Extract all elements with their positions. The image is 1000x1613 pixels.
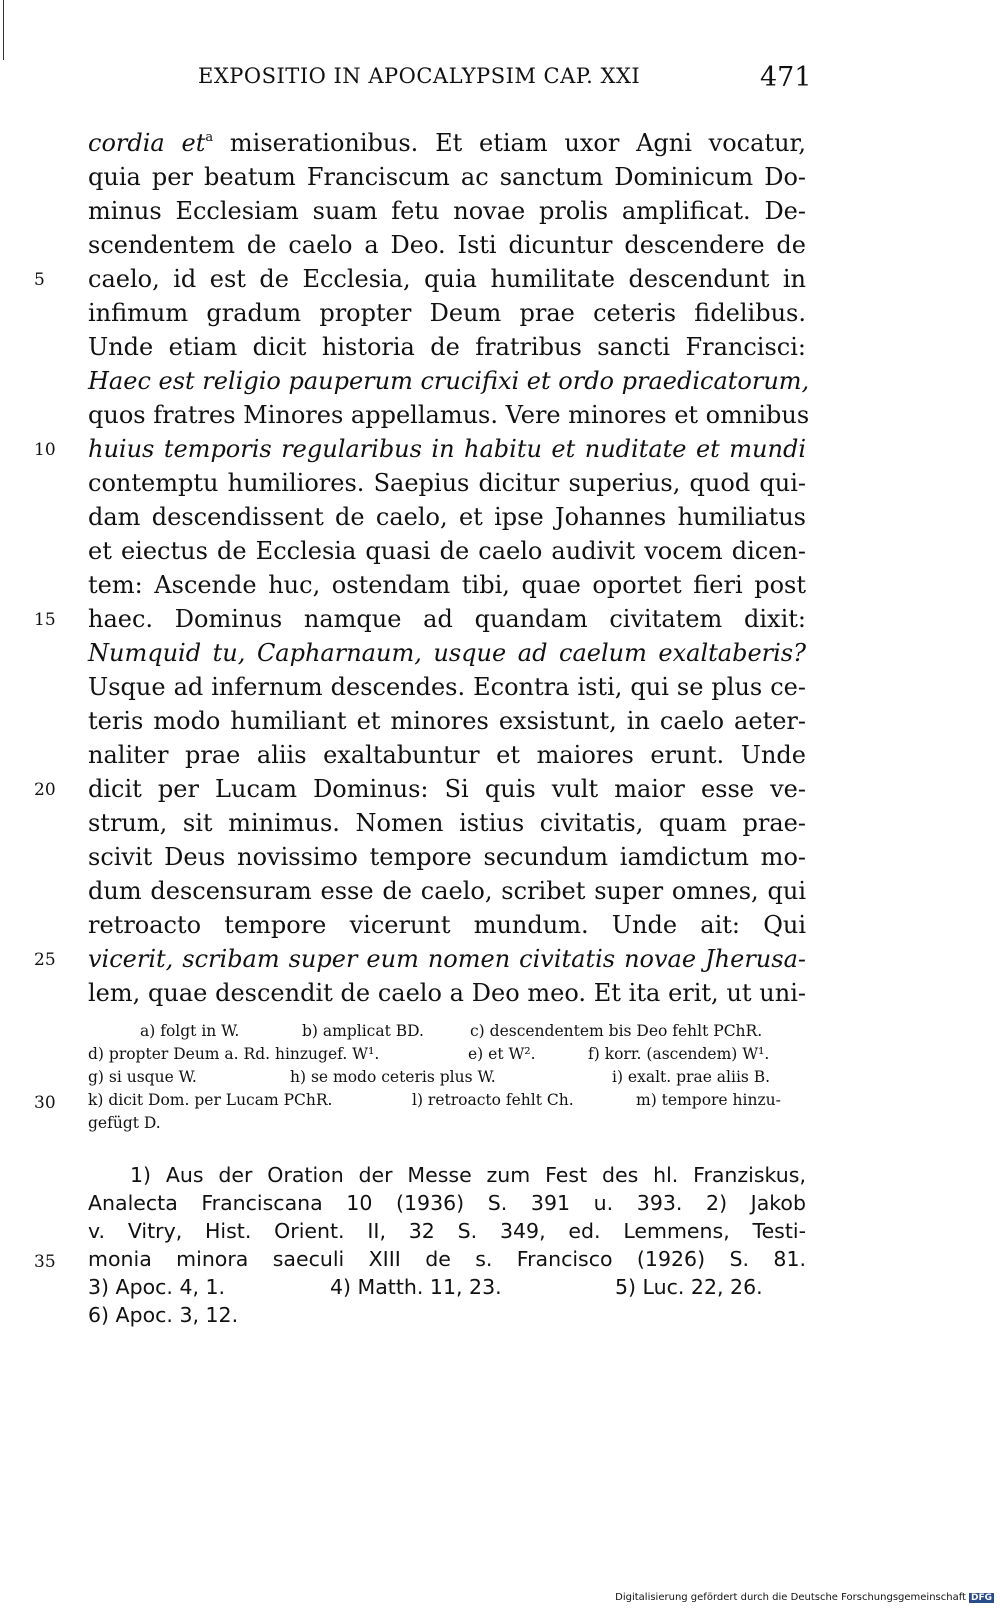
text-line: cordia $et^a$ miserationibus. Et etiam uxor Agni vocatur,: [88, 129, 807, 157]
apparatus-note: m) tempore hinzu-: [636, 1091, 781, 1109]
apparatus-note: c) descendentem bis Deo fehlt PChR.: [470, 1022, 763, 1040]
text-line: quos fratres Minores appellamus. Vere minores et omnibus: [88, 401, 810, 429]
text-line: strum, sit minimus. Nomen istius civitatis, quam prae-: [88, 809, 806, 837]
text-line: Usque ad infernum descendes. Econtra isti, qui se plus ce-: [88, 673, 806, 701]
text-line: contemptu humiliores. Saepius dicitur superius, quod qui-: [88, 469, 806, 497]
line-number: 35: [34, 1252, 56, 1272]
apparatus-note: g) si usque W.: [88, 1068, 197, 1086]
dfg-logo-icon: DFG: [970, 1593, 992, 1603]
apparatus-note: l) retroacto fehlt Ch.: [412, 1091, 574, 1109]
source-note: 6) Apoc. 3, 12.: [88, 1303, 239, 1327]
text-line: teris modo humiliant et minores exsistunt, in caelo aeter-: [88, 707, 806, 735]
source-note: monia minora saeculi XIII de s. Francisco (1926) S. 81.: [88, 1247, 806, 1271]
text-line: quia per beatum Franciscum ac sanctum Dominicum Do-: [88, 163, 806, 191]
source-note: v. Vitry, Hist. Orient. II, 32 S. 349, ed. Lemmens, Testi-: [88, 1219, 806, 1243]
text-line: retroacto tempore vicerunt mundum. Unde ait: Qui: [88, 911, 806, 939]
apparatus-note: k) dicit Dom. per Lucam PChR.: [88, 1091, 333, 1109]
text-line: dam descendissent de caelo, et ipse Johannes humiliatus: [88, 503, 806, 531]
text-line: Numquid tu, Capharnaum, usque ad caelum exaltaberis?: [88, 639, 806, 667]
apparatus-note: gefügt D.: [88, 1114, 161, 1132]
apparatus-note: e) et W².: [468, 1045, 536, 1063]
apparatus-note: i) exalt. prae aliis B.: [612, 1068, 771, 1086]
line-number: 25: [34, 950, 56, 970]
source-note: 5) Luc. 22, 26.: [615, 1275, 763, 1299]
source-note: Analecta Franciscana 10 (1936) S. 391 u. 393. 2) Jakob: [88, 1191, 806, 1215]
text-line: lem, quae descendit de caelo a Deo meo. Et ita erit, ut uni-: [88, 979, 806, 1007]
apparatus-note: a) folgt in W.: [140, 1022, 240, 1040]
line-number: 20: [34, 780, 56, 800]
line-number: 5: [34, 270, 45, 290]
text-line: vicerit, scribam super eum nomen civitatis novae Jherusa-: [88, 945, 806, 973]
text-line: scivit Deus novissimo tempore secundum iamdictum mo-: [88, 843, 806, 871]
source-note: 1) Aus der Oration der Messe zum Fest des hl. Franziskus,: [130, 1163, 806, 1187]
digitization-footer: [615, 1592, 994, 1603]
text-line: tem: Ascende huc, ostendam tibi, quae oportet fieri post: [88, 571, 806, 599]
text-line: scendentem de caelo a Deo. Isti dicuntur descendere de: [88, 231, 806, 259]
running-head: EXPOSITIO IN APOCALYPSIM CAP. XXI: [198, 64, 641, 88]
scan-edge-mark: [3, 0, 4, 60]
line-number: 30: [34, 1093, 56, 1113]
line-number: 15: [34, 610, 56, 630]
text-line: huius temporis regularibus in habitu et nuditate et mundi: [88, 435, 806, 463]
source-note: 3) Apoc. 4, 1.: [88, 1275, 226, 1299]
footer-text: Digitalisierung gefördert durch die Deutsche Forschungsgemeinschaft: [615, 1592, 966, 1603]
text-line: naliter prae aliis exaltabuntur et maiores erunt. Unde: [88, 741, 806, 769]
apparatus-note: b) amplicat BD.: [302, 1022, 424, 1040]
apparatus-note: h) se modo ceteris plus W.: [290, 1068, 496, 1086]
text-line: dicit per Lucam Dominus: Si quis vult maior esse ve-: [88, 775, 806, 803]
apparatus-note: d) propter Deum a. Rd. hinzugef. W¹.: [88, 1045, 380, 1063]
line-number: 10: [34, 440, 56, 460]
text-line: minus Ecclesiam suam fetu novae prolis amplificat. De-: [88, 197, 806, 225]
text-line: et eiectus de Ecclesia quasi de caelo audivit vocem dicen-: [88, 537, 806, 565]
source-note: 4) Matth. 11, 23.: [330, 1275, 502, 1299]
text-line: haec. Dominus namque ad quandam civitatem dixit:: [88, 605, 806, 633]
page-number: 471: [760, 62, 812, 93]
text-line: Haec est religio pauperum crucifixi et ordo praedicatorum,: [88, 367, 810, 395]
text-line: dum descensuram esse de caelo, scribet super omnes, qui: [88, 877, 806, 905]
text-line: infimum gradum propter Deum prae ceteris fidelibus.: [88, 299, 806, 327]
text-line: caelo, id est de Ecclesia, quia humilitate descendunt in: [88, 265, 806, 293]
text-line: Unde etiam dicit historia de fratribus sancti Francisci:: [88, 333, 806, 361]
apparatus-note: f) korr. (ascendem) W¹.: [588, 1045, 770, 1063]
